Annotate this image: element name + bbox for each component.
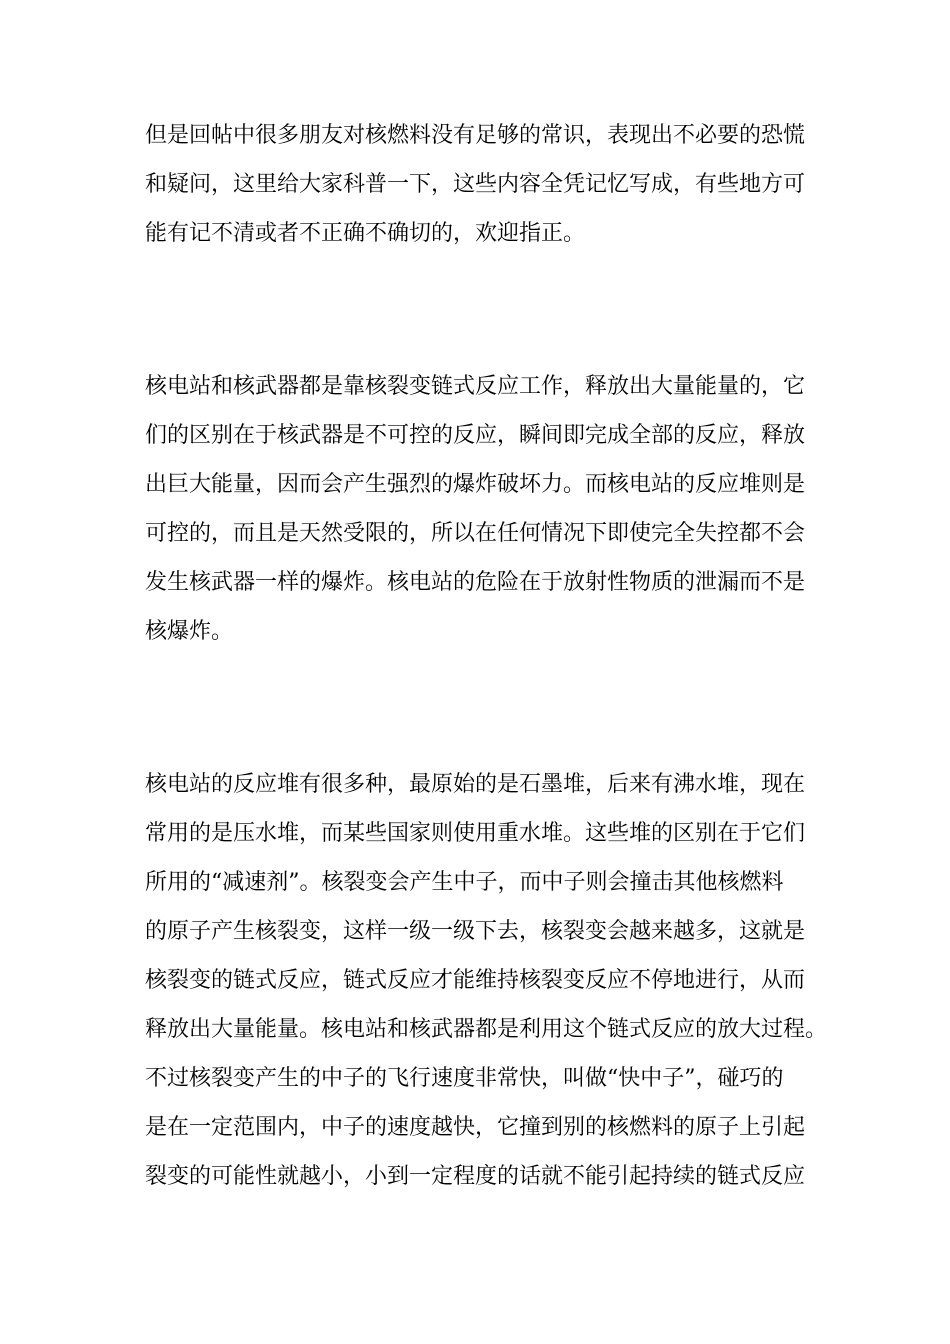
text-line: 是在一定范围内，中子的速度越快，它撞到别的核燃料的原子上引起 xyxy=(145,1115,806,1140)
text-line: 的原子产生核裂变，这样一级一级下去，核裂变会越来越多，这就是 xyxy=(145,919,806,944)
text-line: 核电站的反应堆有很多种，最原始的是石墨堆，后来有沸水堆，现在 xyxy=(145,772,806,797)
paragraph-1 xyxy=(145,111,845,258)
text-line: 所用的“减速剂”。核裂变会产生中子，而中子则会撞击其他核燃料 xyxy=(145,870,784,895)
text-line: 核裂变的链式反应，链式反应才能维持核裂变反应不停地进行，从而 xyxy=(145,968,806,993)
text-line: 常用的是压水堆，而某些国家则使用重水堆。这些堆的区别在于它们 xyxy=(145,821,806,846)
paragraph-2 xyxy=(145,362,845,656)
text-line: 可控的，而且是天然受限的，所以在任何情况下即使完全失控都不会 xyxy=(145,521,806,546)
text-line: 和疑问，这里给大家科普一下，这些内容全凭记忆写成，有些地方可 xyxy=(145,172,806,197)
text-line: 但是回帖中很多朋友对核燃料没有足够的常识，表现出不必要的恐慌 xyxy=(145,123,806,148)
paragraph-3 xyxy=(145,760,845,1201)
text-line: 核电站和核武器都是靠核裂变链式反应工作，释放出大量能量的，它 xyxy=(145,374,806,399)
text-line: 们的区别在于核武器是不可控的反应，瞬间即完成全部的反应，释放 xyxy=(145,423,806,448)
text-line: 核爆炸。 xyxy=(145,619,234,644)
text-line: 不过核裂变产生的中子的飞行速度非常快，叫做“快中子”，碰巧的 xyxy=(145,1066,784,1091)
text-line: 裂变的可能性就越小，小到一定程度的话就不能引起持续的链式反应 xyxy=(145,1164,806,1189)
text-line: 能有记不清或者不正确不确切的，欢迎指正。 xyxy=(145,221,586,246)
text-line: 出巨大能量，因而会产生强烈的爆炸破坏力。而核电站的反应堆则是 xyxy=(145,472,806,497)
text-line: 发生核武器一样的爆炸。核电站的危险在于放射性物质的泄漏而不是 xyxy=(145,570,806,595)
text-line: 释放出大量能量。核电站和核武器都是利用这个链式反应的放大过程。 xyxy=(145,1017,828,1042)
